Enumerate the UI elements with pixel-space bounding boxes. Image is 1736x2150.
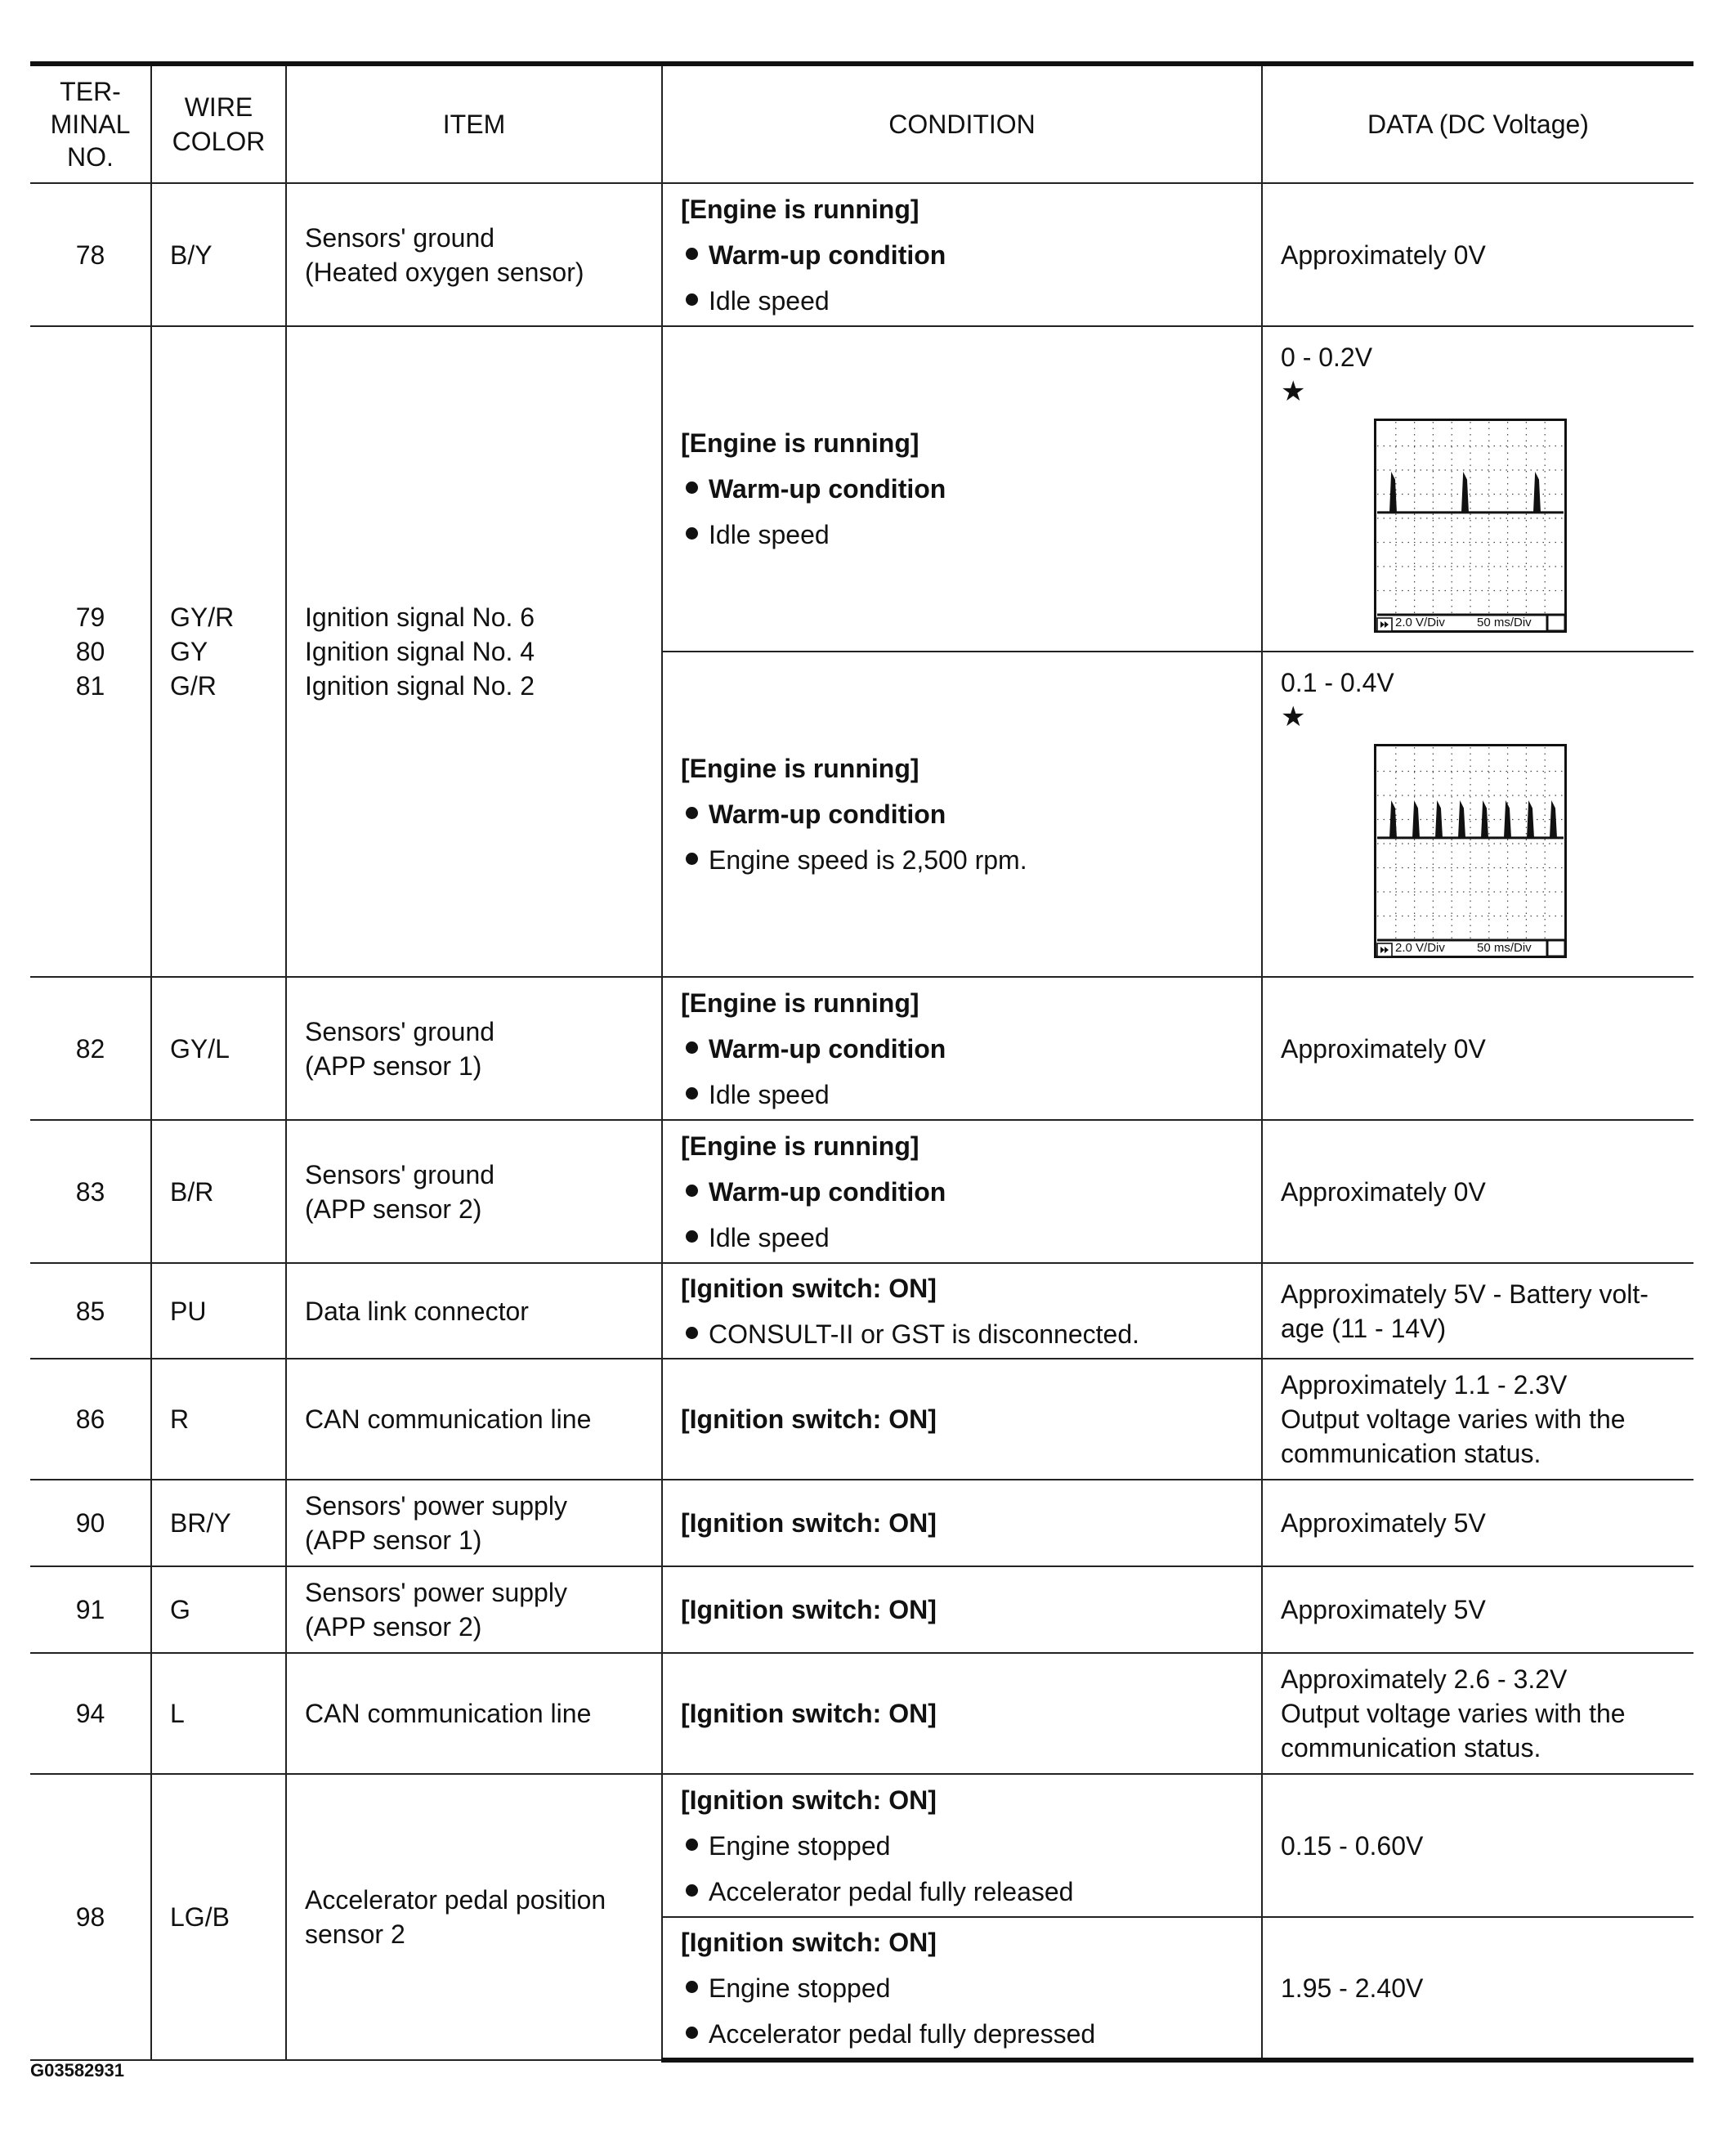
item-text: Accelerator pedal position [305, 1885, 606, 1915]
table-row [30, 1359, 1693, 1480]
condition-header: [Ignition switch: ON] [681, 1699, 937, 1728]
condition-bullet: Engine stopped [681, 1971, 1253, 2005]
wire-color-cell [151, 1566, 286, 1653]
header-row [30, 64, 1693, 183]
item-text: Sensors' ground [305, 222, 495, 253]
header-wire-line: COLOR [172, 127, 266, 156]
terminal-no-cell [30, 1120, 151, 1263]
item-text: Ignition signal No. 6 [305, 602, 535, 632]
star-icon: ★ [1281, 701, 1306, 732]
terminal-number: 83 [75, 1176, 105, 1207]
scope-end-box [1547, 615, 1565, 631]
figure-code: G03582931 [30, 2060, 124, 2081]
wire-color: G [170, 1595, 190, 1624]
oscilloscope-waveform [1374, 419, 1567, 633]
wire-color: BR/Y [170, 1508, 231, 1538]
condition-cell [662, 1120, 1262, 1263]
item-text: (APP sensor 1) [305, 1050, 482, 1081]
item-text: (APP sensor 1) [305, 1525, 482, 1555]
condition-bullet: CONSULT-II or GST is disconnected. [681, 1317, 1253, 1351]
terminal-no-cell [30, 1263, 151, 1359]
wire-color: PU [170, 1296, 207, 1326]
wire-color-cell [151, 1774, 286, 2060]
scope-pulse [1534, 475, 1540, 513]
condition-cell [662, 1566, 1262, 1653]
star-icon: ★ [1281, 376, 1306, 407]
condition-header: [Ignition switch: ON] [681, 1404, 937, 1434]
item-text: Sensors' ground [305, 1159, 495, 1189]
oscilloscope-waveform [1374, 744, 1567, 958]
item-cell [286, 977, 662, 1120]
table-row [30, 326, 1693, 652]
data-value: 0.15 - 0.60V [1281, 1830, 1424, 1861]
item-text: (APP sensor 2) [305, 1194, 482, 1224]
item-cell [286, 1359, 662, 1480]
scope-pulse [1459, 804, 1465, 838]
table-row [30, 1263, 1693, 1359]
data-cell [1262, 977, 1693, 1120]
item-cell [286, 326, 662, 977]
table-row [30, 1653, 1693, 1774]
item-text: sensor 2 [305, 1919, 405, 1949]
wire-color: GY [170, 637, 208, 666]
header-data: DATA (DC Voltage) [1262, 64, 1693, 183]
terminal-no-cell [30, 326, 151, 977]
scope-pulse [1462, 475, 1468, 513]
data-value: communication status. [1281, 1733, 1541, 1763]
terminal-number: 98 [75, 1902, 105, 1932]
item-text: Sensors' power supply [305, 1578, 567, 1607]
condition-bullet: Idle speed [681, 284, 1253, 318]
data-value: Approximately 5V [1281, 1595, 1486, 1624]
data-value: age (11 - 14V) [1281, 1313, 1447, 1343]
header-wire-color [151, 64, 286, 183]
wire-color: GY/R [170, 602, 235, 632]
condition-bullet: Warm-up condition [681, 797, 1253, 831]
item-text: (APP sensor 2) [305, 1612, 482, 1642]
data-value: Approximately 2.6 - 3.2V [1281, 1664, 1568, 1694]
condition-cell [662, 1480, 1262, 1566]
condition-bullet: Warm-up condition [681, 1175, 1253, 1209]
wire-color-cell [151, 977, 286, 1120]
wire-color-cell [151, 326, 286, 977]
terminal-number: 90 [75, 1508, 105, 1538]
condition-cell [662, 1359, 1262, 1480]
wire-color-cell [151, 183, 286, 326]
data-cell [1262, 1653, 1693, 1774]
data-value: 1.95 - 2.40V [1281, 1973, 1424, 2003]
scope-pulse [1482, 804, 1488, 838]
data-value: Output voltage varies with the [1281, 1699, 1626, 1728]
condition-bullet: Warm-up condition [681, 1032, 1253, 1066]
scope-end-box [1547, 940, 1565, 956]
data-cell [1262, 1480, 1693, 1566]
item-text: Sensors' ground [305, 1016, 495, 1046]
condition-header: [Engine is running] [681, 988, 919, 1018]
header-item: ITEM [286, 64, 662, 183]
item-cell [286, 1263, 662, 1359]
wire-color: G/R [170, 671, 217, 701]
table-row [30, 1480, 1693, 1566]
data-cell [1262, 1120, 1693, 1263]
voltage-value: 0 - 0.2V [1281, 343, 1373, 372]
data-value: Approximately 5V [1281, 1508, 1486, 1538]
scope-pulse [1413, 804, 1419, 838]
table-row [30, 1120, 1693, 1263]
terminal-no-cell [30, 1359, 151, 1480]
condition-cell [662, 1653, 1262, 1774]
header-wire-line: WIRE [184, 92, 253, 122]
data-cell [1262, 1263, 1693, 1359]
header-terminal-line: MINAL [50, 110, 131, 139]
condition-bullet: Idle speed [681, 1077, 1253, 1112]
condition-bullet: Idle speed [681, 1221, 1253, 1255]
condition-header: [Engine is running] [681, 428, 919, 458]
data-cell [1262, 1359, 1693, 1480]
wire-color: B/Y [170, 240, 213, 270]
item-text: CAN communication line [305, 1404, 592, 1434]
terminal-number: 80 [75, 637, 105, 666]
condition-header: [Ignition switch: ON] [681, 1595, 937, 1624]
item-text: (Heated oxygen sensor) [305, 257, 584, 287]
condition-cell [662, 183, 1262, 326]
header-terminal-line: TER- [60, 77, 121, 106]
scope-pulse [1505, 804, 1510, 838]
scope-pulse [1528, 804, 1533, 838]
condition-bullet: Engine stopped [681, 1829, 1253, 1863]
oscilloscope [1374, 744, 1680, 966]
item-cell [286, 1653, 662, 1774]
condition-header: [Ignition switch: ON] [681, 1927, 937, 1957]
data-value: Approximately 5V - Battery volt- [1281, 1279, 1649, 1309]
wire-color: LG/B [170, 1902, 230, 1932]
item-text: Ignition signal No. 2 [305, 671, 535, 701]
terminal-number: 82 [75, 1033, 105, 1064]
header-terminal-no [30, 64, 151, 183]
condition-header: [Ignition switch: ON] [681, 1508, 937, 1538]
data-cell [1262, 183, 1693, 326]
terminal-number: 94 [75, 1699, 105, 1728]
condition-cell [662, 652, 1262, 977]
terminal-data-table-container [30, 61, 1693, 2063]
data-cell [1262, 1566, 1693, 1653]
condition-header: [Engine is running] [681, 754, 919, 783]
voltage-value: 0.1 - 0.4V [1281, 668, 1394, 697]
scope-volt-div: 2.0 V/Div [1395, 941, 1445, 955]
data-cell [1262, 1774, 1693, 1917]
wire-color: GY/L [170, 1033, 230, 1064]
header-terminal-line: NO. [67, 142, 114, 172]
wire-color: R [170, 1404, 190, 1434]
terminal-number: 85 [75, 1296, 105, 1326]
terminal-no-cell [30, 1566, 151, 1653]
item-text: CAN communication line [305, 1699, 592, 1728]
condition-header: [Ignition switch: ON] [681, 1785, 937, 1815]
data-cell [1262, 1917, 1693, 2060]
condition-header: [Ignition switch: ON] [681, 1273, 937, 1303]
data-value: Approximately 0V [1281, 1033, 1486, 1064]
oscilloscope [1374, 419, 1680, 641]
terminal-no-cell [30, 1774, 151, 2060]
item-text: Ignition signal No. 4 [305, 637, 535, 666]
data-value: Approximately 1.1 - 2.3V [1281, 1370, 1568, 1400]
scope-pulse [1390, 804, 1396, 838]
table-row [30, 977, 1693, 1120]
terminal-number: 79 [75, 602, 105, 632]
data-value: Approximately 0V [1281, 240, 1486, 270]
wire-color-cell [151, 1263, 286, 1359]
data-value: communication status. [1281, 1439, 1541, 1468]
terminal-no-cell [30, 977, 151, 1120]
terminal-no-cell [30, 1480, 151, 1566]
item-cell [286, 1120, 662, 1263]
table-row [30, 1566, 1693, 1653]
condition-bullet: Accelerator pedal fully depressed [681, 2017, 1253, 2051]
voltage-value-line [1281, 340, 1680, 409]
voltage-value-line [1281, 665, 1680, 734]
item-cell [286, 1566, 662, 1653]
header-condition: CONDITION [662, 64, 1262, 183]
condition-cell [662, 326, 1262, 652]
wire-color: B/R [170, 1176, 214, 1207]
wire-color-cell [151, 1653, 286, 1774]
condition-cell [662, 1263, 1262, 1359]
terminal-number: 86 [75, 1404, 105, 1434]
wire-color-cell [151, 1120, 286, 1263]
condition-header: [Engine is running] [681, 194, 919, 224]
data-value: Output voltage varies with the [1281, 1404, 1626, 1434]
condition-cell [662, 1917, 1262, 2060]
scope-pulse [1550, 804, 1556, 838]
terminal-data-table [30, 61, 1693, 2063]
wire-color: L [170, 1699, 185, 1728]
data-cell [1262, 652, 1693, 977]
terminal-number: 91 [75, 1595, 105, 1624]
condition-bullet: Idle speed [681, 517, 1253, 552]
condition-header: [Engine is running] [681, 1131, 919, 1161]
item-text: Data link connector [305, 1296, 529, 1326]
scope-pulse [1390, 475, 1396, 513]
item-cell [286, 1774, 662, 2060]
data-cell [1262, 326, 1693, 652]
wire-color-cell [151, 1359, 286, 1480]
condition-bullet: Warm-up condition [681, 238, 1253, 272]
scope-time-div: 50 ms/Div [1477, 616, 1532, 629]
condition-cell [662, 1774, 1262, 1917]
terminal-no-cell [30, 183, 151, 326]
scope-volt-div: 2.0 V/Div [1395, 616, 1445, 629]
terminal-number: 81 [75, 671, 105, 701]
data-value: Approximately 0V [1281, 1176, 1486, 1207]
table-body [30, 183, 1693, 2060]
condition-bullet: Warm-up condition [681, 472, 1253, 506]
condition-bullet: Engine speed is 2,500 rpm. [681, 843, 1253, 877]
item-cell [286, 1480, 662, 1566]
item-cell [286, 183, 662, 326]
table-row [30, 1774, 1693, 1917]
wire-color-cell [151, 1480, 286, 1566]
table-row [30, 183, 1693, 326]
terminal-number: 78 [75, 240, 105, 270]
item-text: Sensors' power supply [305, 1491, 567, 1521]
condition-bullet: Accelerator pedal fully released [681, 1875, 1253, 1909]
condition-cell [662, 977, 1262, 1120]
scope-pulse [1436, 804, 1442, 838]
terminal-no-cell [30, 1653, 151, 1774]
scope-time-div: 50 ms/Div [1477, 941, 1532, 955]
